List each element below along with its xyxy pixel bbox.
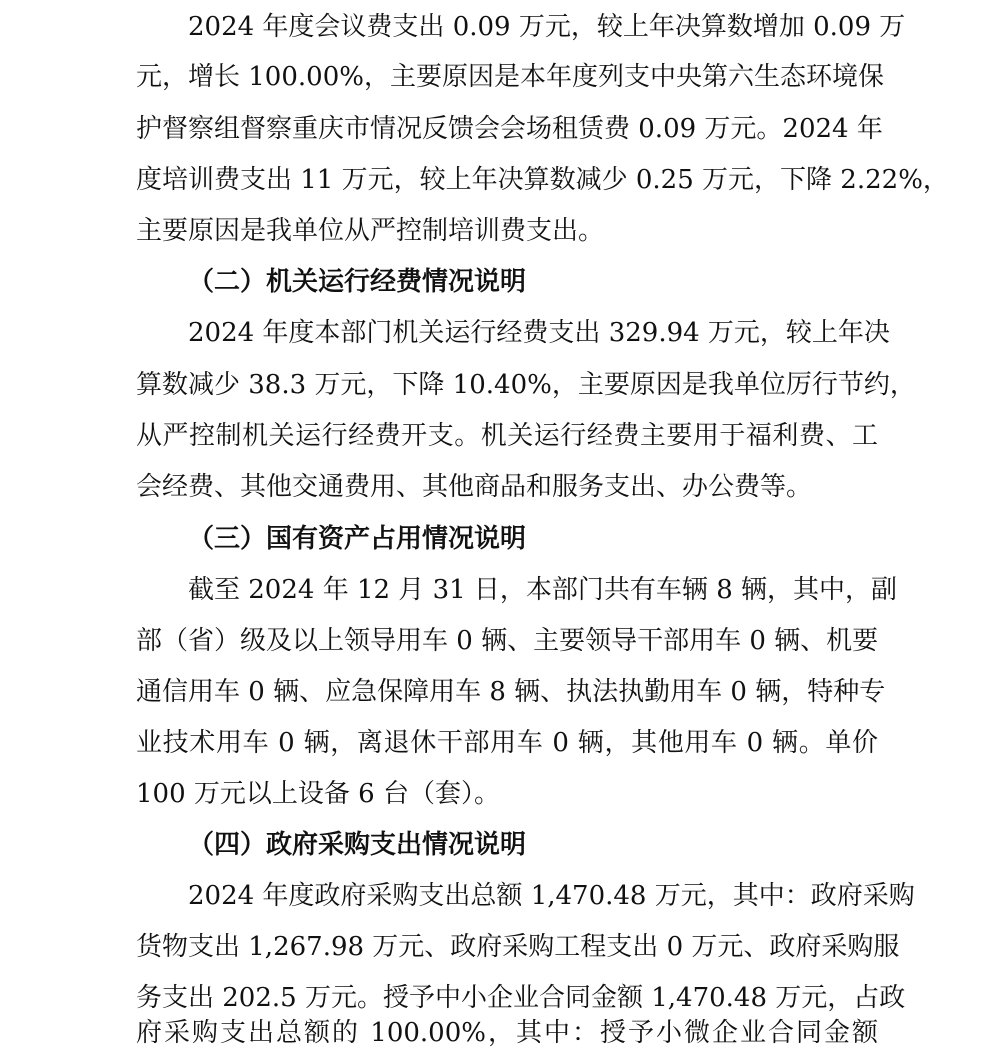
text-line: 府采购支出总额的 100.00%，其中：授予小微企业合同金额	[136, 1018, 878, 1048]
text-line: 从严控制机关运行经费开支。机关运行经费主要用于福利费、工	[136, 421, 878, 451]
text-line: 2024 年度政府采购支出总额 1,470.48 万元，其中：政府采购	[188, 881, 915, 911]
text-line: 算数减少 38.3 万元，下降 10.40%，主要原因是我单位厉行节约，	[136, 370, 916, 400]
text-line: 会经费、其他交通费用、其他商品和服务支出、办公费等。	[136, 472, 813, 502]
text-line: 2024 年度会议费支出 0.09 万元，较上年决算数增加 0.09 万	[188, 12, 906, 42]
text-line: 2024 年度本部门机关运行经费支出 329.94 万元，较上年决	[188, 318, 890, 348]
text-line: 务支出 202.5 万元。授予中小企业合同金额 1,470.48 万元，占政	[136, 983, 906, 1013]
text-line: 主要原因是我单位从严控制培训费支出。	[136, 216, 605, 246]
text-line: 元，增长 100.00%，主要原因是本年度列支中央第六生态环境保	[136, 62, 884, 92]
section-heading-government-procurement: （四）政府采购支出情况说明	[188, 830, 527, 860]
text-line: 度培训费支出 11 万元，较上年决算数减少 0.25 万元，下降 2.22%，	[136, 165, 949, 195]
text-line: 通信用车 0 辆、应急保障用车 8 辆、执法执勤用车 0 辆，特种专	[136, 677, 886, 707]
text-line: 货物支出 1,267.98 万元、政府采购工程支出 0 万元、政府采购服	[136, 932, 900, 962]
text-line: 业技术用车 0 辆，离退休干部用车 0 辆，其他用车 0 辆。单价	[136, 728, 878, 758]
section-heading-state-assets: （三）国有资产占用情况说明	[188, 524, 527, 554]
text-line: 截至 2024 年 12 月 31 日，本部门共有车辆 8 辆，其中，副	[188, 575, 897, 605]
text-line: 护督察组督察重庆市情况反馈会会场租赁费 0.09 万元。2024 年	[136, 114, 883, 144]
text-line: 100 万元以上设备 6 台（套）。	[136, 779, 500, 809]
text-line: 部（省）级及以上领导用车 0 辆、主要领导干部用车 0 辆、机要	[136, 626, 879, 656]
section-heading-operating-expenses: （二）机关运行经费情况说明	[188, 267, 527, 297]
